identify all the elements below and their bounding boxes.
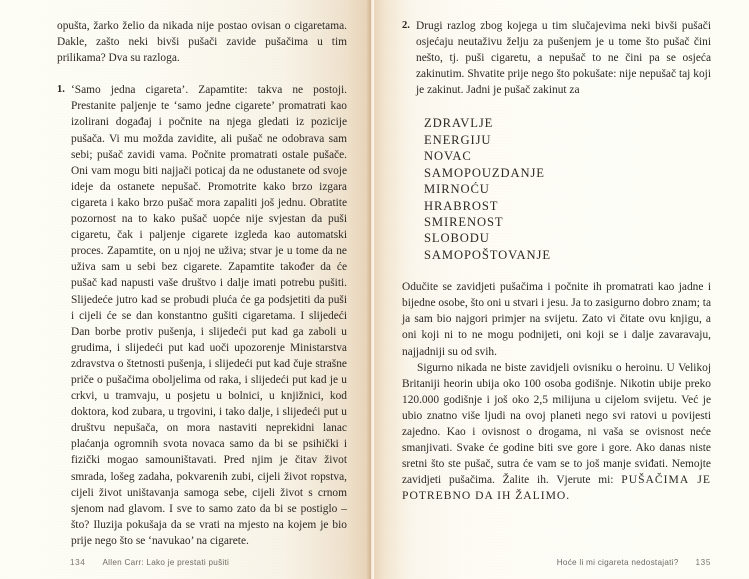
numbered-list-item-2 <box>402 18 711 98</box>
right-page-footer <box>557 558 711 567</box>
chapter-title: Hoće li mi cigareta nedostajati? <box>556 558 679 567</box>
list-item-number: 1. <box>57 84 65 96</box>
list-item: SAMOPOUZDANJE <box>424 165 545 180</box>
section-spacer <box>402 263 711 279</box>
list-item-text: Drugi razlog zbog kojega u tim slučajevima neki bivši pušači osjećaju neutaživu želju za pušenjem je u tome što pušač čini nešto, tj. puši cigaretu, a nepušač to ne čini pa se osjeća zakinutim. Shvatite prije nego što pokušate: nije nepušač taj koji je zakinut. Jadni je pušač zakinut za <box>416 20 711 97</box>
list-item: ENERGIJU <box>424 132 492 147</box>
list-item: NOVAC <box>424 149 472 164</box>
list-item: HRABROST <box>424 198 499 213</box>
left-page-paragraph: opušta, žarko želio da nikada nije postao ovisan o cigaretama. Dakle, zašto neki bivši pušači zavide pušačima u tim prilikama? Dva su razloga. <box>57 20 347 65</box>
right-page-paragraph-2 <box>402 360 711 505</box>
page-number: 134 <box>70 558 86 567</box>
right-page-paragraph-1: Odučite se zavidjeti pušačima i počnite ih promatrati kao jadne i bijedne osobe, što oni u stvari i jesu. Ja to zasigurno dobro znam; ta ja sam bio najgori primjer na svijetu. Zato vi čitate ovu knjigu, a oni koji ni to ne mogu podnijeti, oni koji se i dalje zavaravaju, najjadniji su od svih. <box>402 281 711 358</box>
book-title: Allen Carr: Lako je prestati pušiti <box>102 558 230 567</box>
list-item-text: ‘Samo jedna cigareta’. Zapamtite: takva ne postoji. Prestanite paljenje te ‘samo jedne cigarete’ promatrati kao izolirani događaj i počnite na njega gledati iz pozicije pušača. Vi mu možda zavidite, ali pušač ne odobrava sam sebi; pušač zavidi vama. Počnite promatrati ostale pušače. Oni vam mogu biti najjači poticaj da ne odustanete od svoje ideje da ostanete nepušač. Promotrite kako brzo izgara cigareta i kako brzo pušač mora zapaliti još jednu. Obratite pozornost na to kako pušač uopće nije svjestan da puši cigaretu, čak i paljenje cigarete izgleda kao automatski proces. Zapamtite, on u njoj ne uživa; stvar je u tome da ne uživa sam u sebi bez cigarete. Zapamtite također da će pušač kad napusti vaše društvo i dalje imati potrebu pušiti. Slijedeće jutro kad se probudi pluća će ga podsjetiti da puši i cijeli će se dan konstantno gušiti cigaretama. I slijedeći Dan borbe protiv pušenja, i slijedeći put kad ga zaboli u grudima, i slijedeći put kad uoči upozorenje Ministarstva zdravstva o štetnosti pušenja, i slijedeći put kad čuje strašne priče o pušačima oboljelima od raka, i slijedeći put kad je u crkvi, u tramvaju, u posjetu u bolnici, u knjižnici, kod doktora, kod zubara, u trgovini, i tako dalje, i slijedeći put u društvu nepušača, on mora nastaviti neprekidni lanac plaćanja ogromnih svota novaca samo da bi se psihički i fizički mogao samouništavati. Pred njim je čitav život smrada, lošeg zadaha, pokvarenih zubi, cijeli život ropstva, cijeli život uništavanja samoga sebe, cijeli život s crnom sjenom nad glavom. I sve to samo zato da bi se postiglo – što? Iluzija pokušaja da se vrati na mjesto na kojem je bio prije nego što se ‘navukao’ na cigarete. <box>71 84 347 547</box>
list-item: SMIRENOST <box>424 214 504 229</box>
right-page <box>374 0 749 579</box>
list-item: ZDRAVLJE <box>424 116 494 131</box>
deprivation-list <box>402 115 711 263</box>
list-item: SAMOPOŠTOVANJE <box>424 247 551 262</box>
paragraph-text: Sigurno nikada ne biste zavidjeli ovisniku o heroinu. U Velikoj Britaniji heorin ubija oko 100 osoba godišnje. Nikotin ubije preko 120.000 godišnje i još oko 2,5 milijuna u cijelom svijetu. Već je ubio znatno više ljudi na ovoj planeti nego svi ratovi u povijesti zajedno. Kao i ovisnost o drogama, ni vaša se ovisnost neće smanjivati. Svake će godine biti sve gore i gore. Ako danas niste sretni što ste pušač, sutra će vam se to još manje sviđati. Nemojte zavidjeti pušačima. Žalite ih. Vjerute mi: <box>402 361 711 487</box>
left-page <box>0 0 374 579</box>
closing-emphasis: PUŠAČIMA JE POTREBNO DA IH ŽALIMO. <box>402 473 711 503</box>
list-item: MIRNOĆU <box>424 182 490 197</box>
list-item-number: 2. <box>402 20 410 31</box>
page-number: 135 <box>695 558 711 567</box>
list-item: SLOBODU <box>424 231 490 246</box>
left-page-footer <box>70 558 229 567</box>
numbered-list-item-1 <box>57 82 347 549</box>
